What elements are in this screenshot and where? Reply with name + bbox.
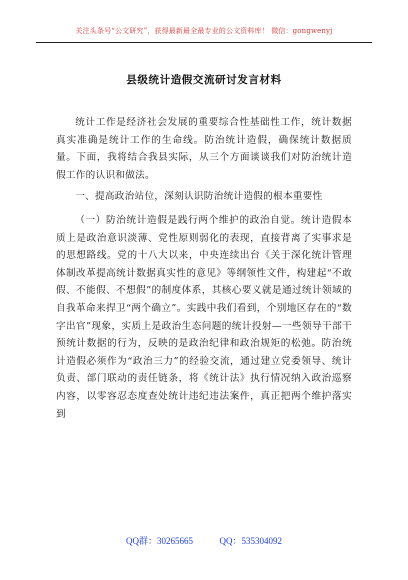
- footer-qq: QQ：535304092: [219, 536, 282, 546]
- header-divider: [36, 42, 372, 43]
- document-body: [56, 114, 352, 423]
- footer-contact: [0, 534, 408, 547]
- footer-qq-group: QQ群：30265665: [126, 536, 193, 546]
- section-heading-1: 一、提高政治站位，深刻认识防治统计造假的根本重要性: [75, 191, 323, 203]
- intro-paragraph: 统计工作是经济社会发展的重要综合性基础性工作，统计数据真实准确是统计工作的生命线。防治统计造假，确保统计数据质量。下面，我将结合我县实际，从三个方面谈谈我们对防治统计造假工作的认识和做法。: [56, 117, 352, 181]
- promo-banner: 关注头条号“公文研究”，获得最新最全最专业的公文资料库！ 微信：gongwenyj: [75, 27, 333, 35]
- document-title: 县级统计造假交流研讨发言材料: [126, 74, 282, 86]
- subsection-paragraph-1: （一）防治统计造假是践行两个维护的政治自觉。统计造假本质上是政治意识淡薄、党性原则弱化的表现，直接背离了实事求是的思想路线。党的十八大以来，中央连续出台《关于深化统计管理体制改革提高统计数据真实性的意见》等纲领性文件，构建起“不敢假、不能假、不想假”的制度体系，其核心要义就是通过统计领域的自我革命来捍卫“两个确立”。实践中我们看到，个别地区存在的“数字出官”现象，实质上是政治生态问题的统计投射—一些领导干部干预统计数据的行为，反映的是政治纪律和政治规矩的松弛。防治统计造假必须作为“政治三力”的经验交流，通过建立党委领导、统计负责、部门联动的责任链条，将《统计法》执行情况纳入政治巡察内容，以零容忍态度查处统计违纪违法案件，真正把两个维护落实到: [56, 214, 352, 420]
